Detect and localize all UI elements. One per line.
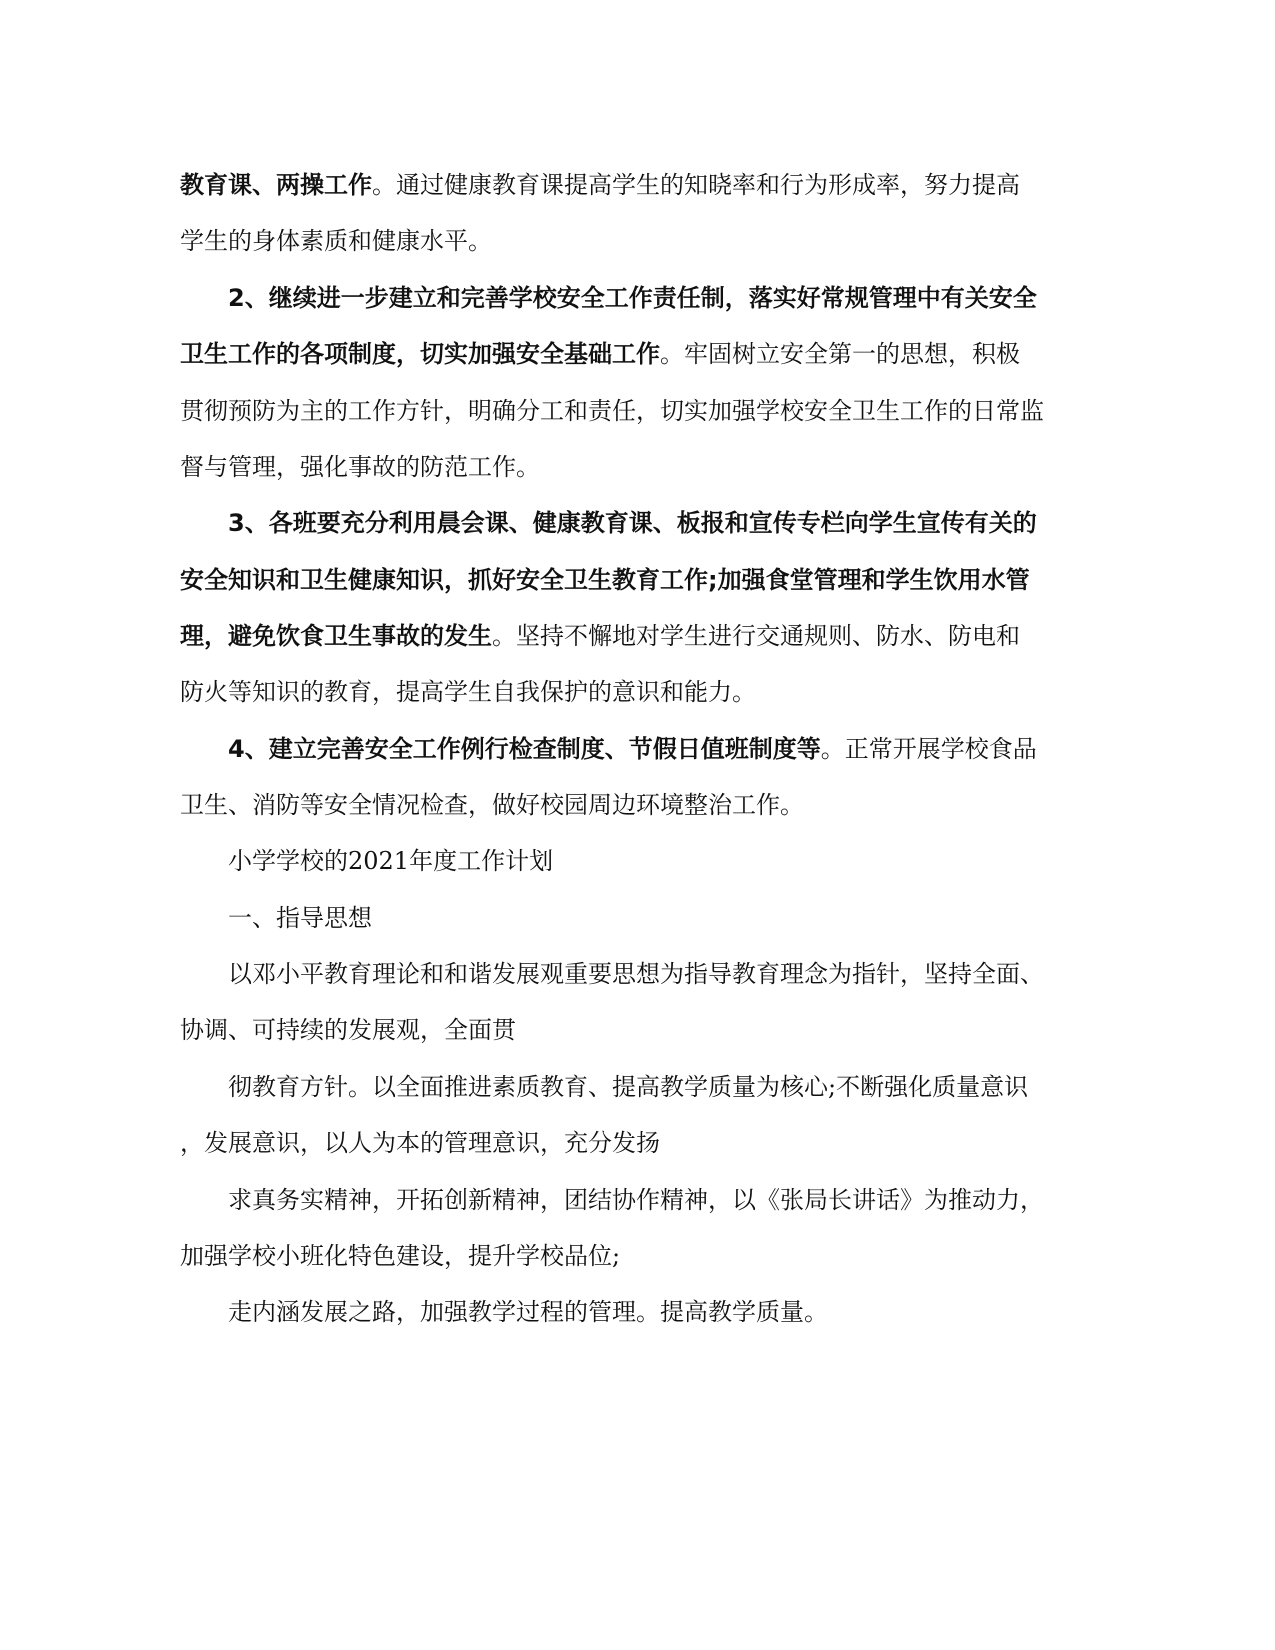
text-line bbox=[180, 790, 804, 820]
body-text: 走内涵发展之路，加强教学过程的管理。提高教学质量。 bbox=[228, 1298, 828, 1326]
body-text: 卫生、消防等安全情况检查，做好校园周边环境整治工作。 bbox=[180, 791, 804, 819]
bold-text: 理，避免饮食卫生事故的发生 bbox=[180, 622, 492, 650]
body-text: 防火等知识的教育，提高学生自我保护的意识和能力。 bbox=[180, 678, 756, 706]
body-text: ，发展意识，以人为本的管理意识，充分发扬 bbox=[180, 1129, 660, 1157]
text-line bbox=[180, 1241, 620, 1271]
text-line bbox=[180, 565, 1030, 595]
body-text: 。牢固树立安全第一的思想，积极 bbox=[660, 340, 1020, 368]
body-text: 。坚持不懈地对学生进行交通规则、防水、防电和 bbox=[492, 622, 1020, 650]
text-line bbox=[228, 734, 1037, 764]
body-text: 协调、可持续的发展观，全面贯 bbox=[180, 1016, 516, 1044]
text-line bbox=[180, 226, 492, 256]
bold-text: 3、各班要充分利用晨会课、健康教育课、板报和宣传专栏向学生宣传有关的 bbox=[228, 509, 1037, 537]
text-line bbox=[228, 508, 1037, 538]
text-line bbox=[228, 1072, 1028, 1102]
text-line bbox=[180, 1128, 660, 1158]
body-text: 。通过健康教育课提高学生的知晓率和行为形成率，努力提高 bbox=[372, 171, 1020, 199]
body-text: 一、指导思想 bbox=[228, 904, 372, 932]
text-line bbox=[228, 959, 1044, 989]
text-line bbox=[180, 170, 1020, 200]
body-text: 小学学校的2021年度工作计划 bbox=[228, 847, 554, 875]
bold-text: 安全知识和卫生健康知识，抓好安全卫生教育工作;加强食堂管理和学生饮用水管 bbox=[180, 566, 1030, 594]
text-line bbox=[180, 396, 1044, 426]
section-title bbox=[228, 846, 553, 876]
text-line bbox=[180, 621, 1020, 651]
text-line bbox=[180, 339, 1020, 369]
text-line bbox=[180, 1015, 516, 1045]
text-line bbox=[180, 677, 756, 707]
body-text: 。正常开展学校食品 bbox=[820, 735, 1037, 763]
bold-text: 4、建立完善安全工作例行检查制度、节假日值班制度等 bbox=[228, 735, 821, 763]
bold-text: 教育课、两操工作 bbox=[180, 171, 372, 199]
body-text: 以邓小平教育理论和和谐发展观重要思想为指导教育理念为指针，坚持全面、 bbox=[228, 960, 1044, 988]
text-line bbox=[228, 1185, 1044, 1215]
body-text: 督与管理，强化事故的防范工作。 bbox=[180, 453, 540, 481]
text-line bbox=[228, 1297, 828, 1327]
body-text: 加强学校小班化特色建设，提升学校品位; bbox=[180, 1242, 621, 1270]
bold-text: 卫生工作的各项制度，切实加强安全基础工作 bbox=[180, 340, 660, 368]
body-text: 求真务实精神，开拓创新精神，团结协作精神，以《张局长讲话》为推动力， bbox=[228, 1186, 1044, 1214]
text-line bbox=[180, 452, 540, 482]
bold-text: 2、继续进一步建立和完善学校安全工作责任制，落实好常规管理中有关安全 bbox=[228, 284, 1037, 312]
text-line bbox=[228, 283, 1037, 313]
body-text: 彻教育方针。以全面推进素质教育、提高教学质量为核心;不断强化质量意识 bbox=[228, 1073, 1029, 1101]
section-heading bbox=[228, 903, 372, 933]
body-text: 贯彻预防为主的工作方针，明确分工和责任，切实加强学校安全卫生工作的日常监 bbox=[180, 397, 1044, 425]
body-text: 学生的身体素质和健康水平。 bbox=[180, 227, 492, 255]
